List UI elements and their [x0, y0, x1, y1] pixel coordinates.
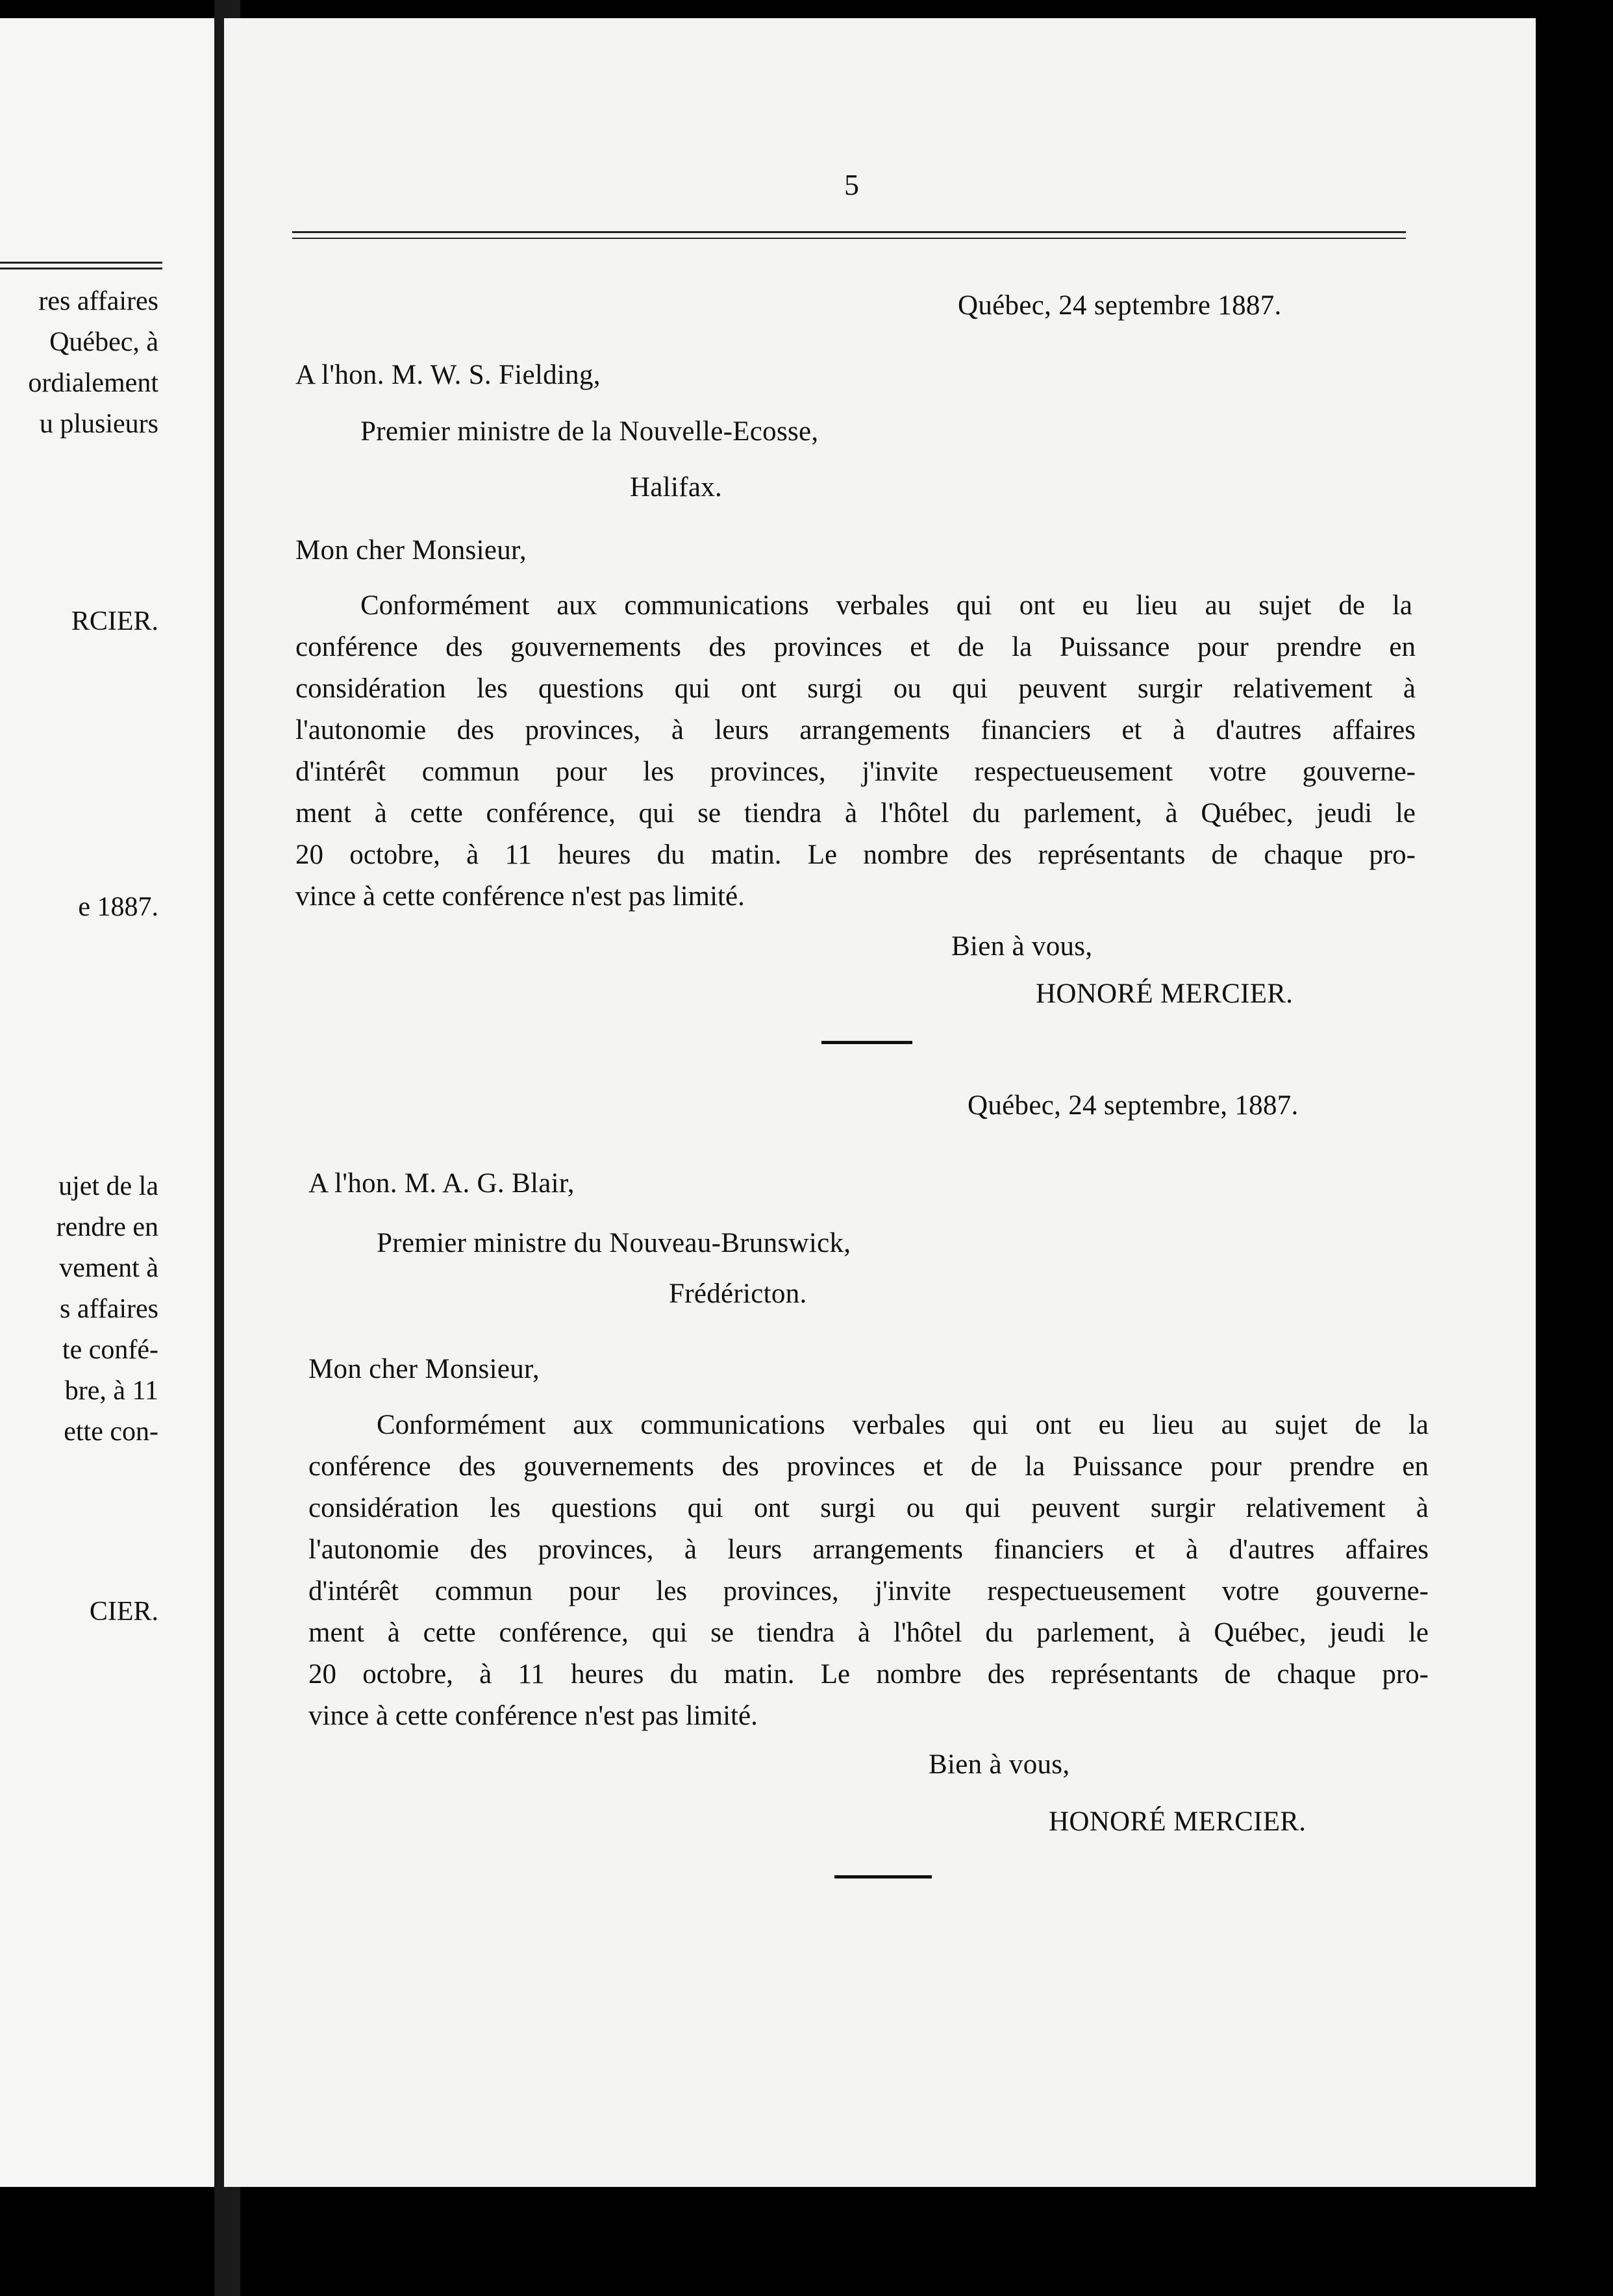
letter-1-body-line: vince à cette conférence n'est pas limité.	[295, 881, 745, 912]
letter-separator	[821, 1041, 912, 1044]
letter-2-addressee: A l'hon. M. A. G. Blair,	[308, 1168, 575, 1199]
letter-1-title: Premier ministre de la Nouvelle-Ecosse,	[360, 416, 819, 447]
letter-1-body-line: Conformément aux communications verbales qui ont eu lieu au sujet de la	[360, 590, 1412, 621]
letter-2-body-line: considération les questions qui ont surgi ou qui peuvent surgir relativement à	[308, 1493, 1429, 1523]
letter-1-date: Québec, 24 septembre 1887.	[958, 290, 1282, 321]
letter-2-body-line: l'autonomie des provinces, à leurs arrangements financiers et à d'autres affaires	[308, 1534, 1429, 1565]
right-scan-border	[1536, 0, 1613, 2296]
left-date: e 1887.	[78, 892, 158, 922]
left-page-fragment	[0, 18, 214, 2187]
letter-1-body-line: considération les questions qui ont surgi ou qui peuvent surgir relativement à	[295, 673, 1416, 704]
letter-1-closing: Bien à vous,	[951, 931, 1093, 962]
letter-2-salutation: Mon cher Monsieur,	[308, 1354, 540, 1384]
letter-1-body-line: ment à cette conférence, qui se tiendra à l'hôtel du parlement, à Québec, jeudi le	[295, 798, 1416, 829]
letter-2-body-line: conférence des gouvernements des provinces et de la Puissance pour prendre en	[308, 1451, 1429, 1482]
left-signature: CIER.	[89, 1597, 158, 1627]
left-line: te confé-	[62, 1335, 158, 1365]
letter-1-place: Halifax.	[630, 472, 723, 503]
letter-2-body-line: vince à cette conférence n'est pas limité.	[308, 1701, 758, 1731]
letter-1-body-line: 20 octobre, à 11 heures du matin. Le nombre des représentants de chaque pro-	[295, 840, 1416, 870]
letter-2-body-line: d'intérêt commun pour les provinces, j'invite respectueusement votre gouverne-	[308, 1576, 1429, 1606]
left-line: Québec, à	[49, 327, 158, 357]
main-page	[224, 18, 1536, 2187]
letter-1-addressee: A l'hon. M. W. S. Fielding,	[295, 360, 601, 390]
letter-1-signature: HONORÉ MERCIER.	[1036, 979, 1294, 1009]
letter-2-signature: HONORÉ MERCIER.	[1049, 1806, 1307, 1837]
letter-2-title: Premier ministre du Nouveau-Brunswick,	[377, 1228, 851, 1258]
letter-2-place: Frédéricton.	[669, 1279, 807, 1309]
left-line: ordialement	[28, 368, 158, 398]
left-signature: RCIER.	[71, 606, 158, 636]
page-number: 5	[844, 168, 859, 201]
letter-2-body-line: Conformément aux communications verbales qui ont eu lieu au sujet de la	[377, 1410, 1429, 1440]
letter-1-salutation: Mon cher Monsieur,	[295, 535, 527, 566]
letter-2-closing: Bien à vous,	[929, 1749, 1070, 1780]
left-line: s affaires	[60, 1294, 158, 1324]
letter-1-body-line: d'intérêt commun pour les provinces, j'invite respectueusement votre gouverne-	[295, 756, 1416, 787]
letter-1-body-line: l'autonomie des provinces, à leurs arrangements financiers et à d'autres affaires	[295, 715, 1416, 745]
left-line: res affaires	[38, 286, 158, 316]
letter-2-date: Québec, 24 septembre, 1887.	[968, 1090, 1299, 1121]
header-rule	[292, 231, 1406, 239]
left-line: vement à	[59, 1253, 158, 1283]
letter-separator	[834, 1875, 932, 1878]
left-line: u plusieurs	[39, 409, 158, 439]
letter-1-body-line: conférence des gouvernements des provinces et de la Puissance pour prendre en	[295, 632, 1416, 662]
letter-2-body-line: 20 octobre, à 11 heures du matin. Le nombre des représentants de chaque pro-	[308, 1659, 1429, 1690]
left-line: ujet de la	[58, 1171, 158, 1201]
left-line: ette con-	[64, 1417, 158, 1447]
letter-2-body-line: ment à cette conférence, qui se tiendra à l'hôtel du parlement, à Québec, jeudi le	[308, 1617, 1429, 1648]
left-page-rule	[0, 262, 162, 269]
left-line: bre, à 11	[64, 1376, 158, 1406]
left-line: rendre en	[56, 1212, 158, 1242]
